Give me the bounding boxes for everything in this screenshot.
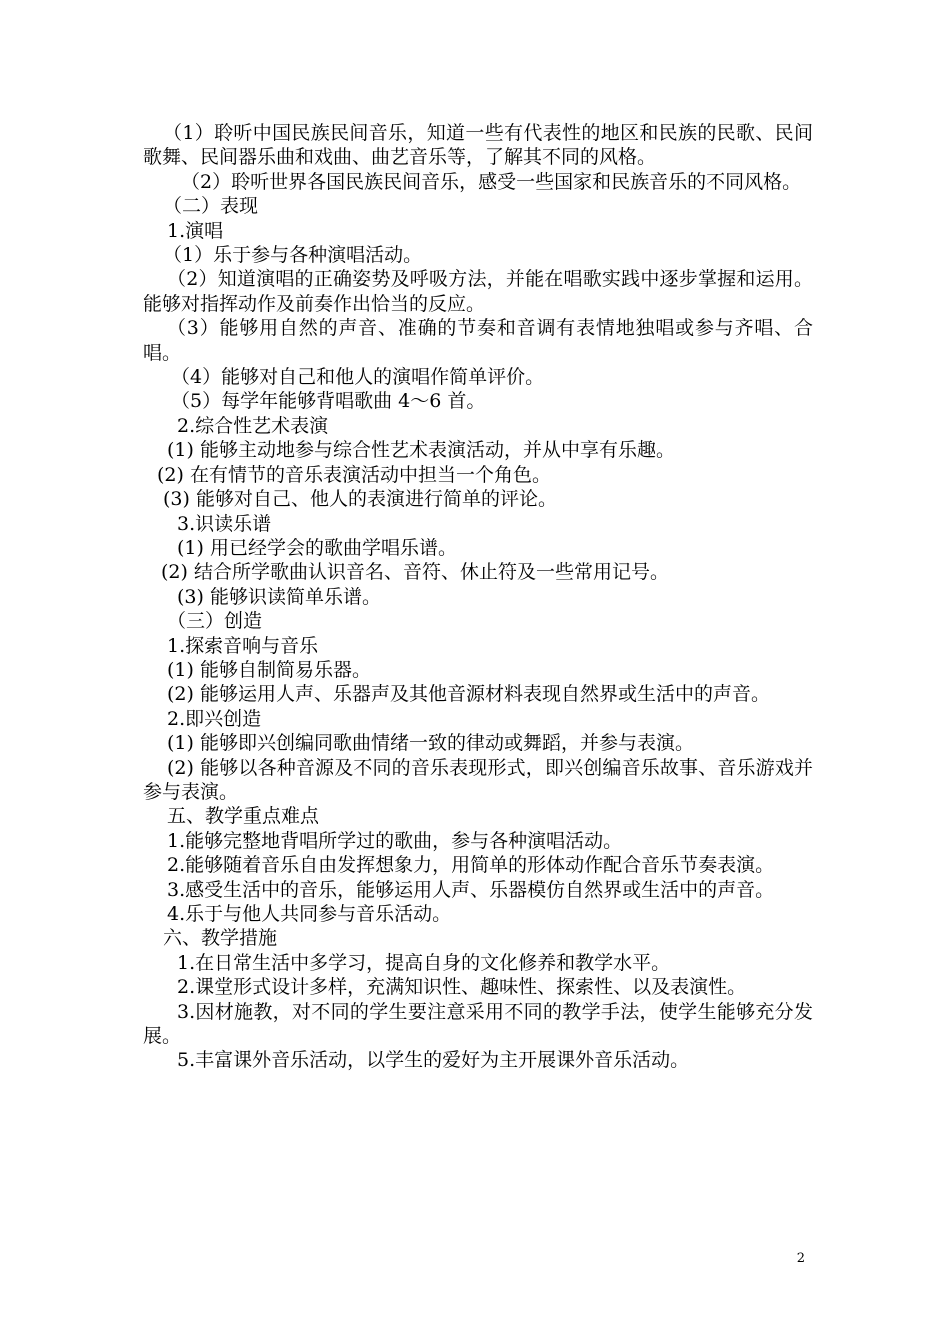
page-number: 2 xyxy=(796,1251,805,1266)
paragraph: （5）每学年能够背唱歌曲 4～6 首。 xyxy=(171,390,486,413)
paragraph: (1) 能够主动地参与综合性艺术表演活动，并从中享有乐趣。 xyxy=(167,439,675,462)
paragraph: （2）知道演唱的正确姿势及呼吸方法，并能在唱歌实践中逐步掌握和运用。能够对指挥动作及前奏作出恰当的反应。 xyxy=(143,268,813,315)
paragraph: (2) 能够运用人声、乐器声及其他音源材料表现自然界或生活中的声音。 xyxy=(167,683,770,706)
paragraph: (3) 能够识读简单乐谱。 xyxy=(177,585,381,608)
paragraph: 五、教学重点难点 xyxy=(167,805,320,828)
paragraph: （三）创造 xyxy=(167,610,263,633)
paragraph: (2) 能够以各种音源及不同的音乐表现形式，即兴创编音乐故事、音乐游戏并参与表演。 xyxy=(143,756,813,803)
paragraph: 2.能够随着音乐自由发挥想象力，用简单的形体动作配合音乐节奏表演。 xyxy=(167,854,775,877)
paragraph: 1.在日常生活中多学习，提高自身的文化修养和教学水平。 xyxy=(177,951,671,974)
paragraph: 1.探索音响与音乐 xyxy=(167,634,319,657)
paragraph: 5.丰富课外音乐活动，以学生的爱好为主开展课外音乐活动。 xyxy=(177,1049,690,1072)
paragraph: (2) 结合所学歌曲认识音名、音符、休止符及一些常用记号。 xyxy=(161,561,669,584)
paragraph: 1.能够完整地背唱所学过的歌曲，参与各种演唱活动。 xyxy=(167,829,623,852)
paragraph: (2) 在有情节的音乐表演活动中担当一个角色。 xyxy=(157,463,551,486)
paragraph: 2.课堂形式设计多样，充满知识性、趣味性、探索性、以及表演性。 xyxy=(177,976,747,999)
paragraph: 2.综合性艺术表演 xyxy=(177,414,329,437)
paragraph: (1) 能够自制简易乐器。 xyxy=(167,658,371,681)
paragraph: 4.乐于与他人共同参与音乐活动。 xyxy=(167,903,452,925)
paragraph: 3.感受生活中的音乐，能够运用人声、乐器模仿自然界或生活中的声音。 xyxy=(167,878,775,901)
paragraph: 3.识读乐谱 xyxy=(177,512,272,535)
paragraph: (1) 用已经学会的歌曲学唱乐谱。 xyxy=(177,536,457,559)
paragraph: （3）能够用自然的声音、准确的节奏和音调有表情地独唱或参与齐唱、合唱。 xyxy=(143,317,813,364)
paragraph: 2.即兴创造 xyxy=(167,707,262,730)
paragraph: 六、教学措施 xyxy=(163,927,278,950)
paragraph: 3.因材施教，对不同的学生要注意采用不同的教学手法，使学生能够充分发展。 xyxy=(143,1000,813,1048)
paragraph: （二）表现 xyxy=(163,195,259,218)
paragraph: （4）能够对自己和他人的演唱作简单评价。 xyxy=(171,366,545,389)
paragraph: （1）乐于参与各种演唱活动。 xyxy=(163,244,423,267)
paragraph: (1) 能够即兴创编同歌曲情绪一致的律动或舞蹈，并参与表演。 xyxy=(167,732,694,755)
paragraph: （1）聆听中国民族民间音乐，知道一些有代表性的地区和民族的民歌、民间歌舞、民间器乐曲和戏曲、曲艺音乐等，了解其不同的风格。 xyxy=(143,122,813,169)
paragraph: 1.演唱 xyxy=(167,219,224,242)
paragraph: （2）聆听世界各国民族民间音乐，感受一些国家和民族音乐的不同风格。 xyxy=(181,170,802,193)
paragraph: (3) 能够对自己、他人的表演进行简单的评论。 xyxy=(163,488,557,511)
document-body xyxy=(143,121,813,1073)
